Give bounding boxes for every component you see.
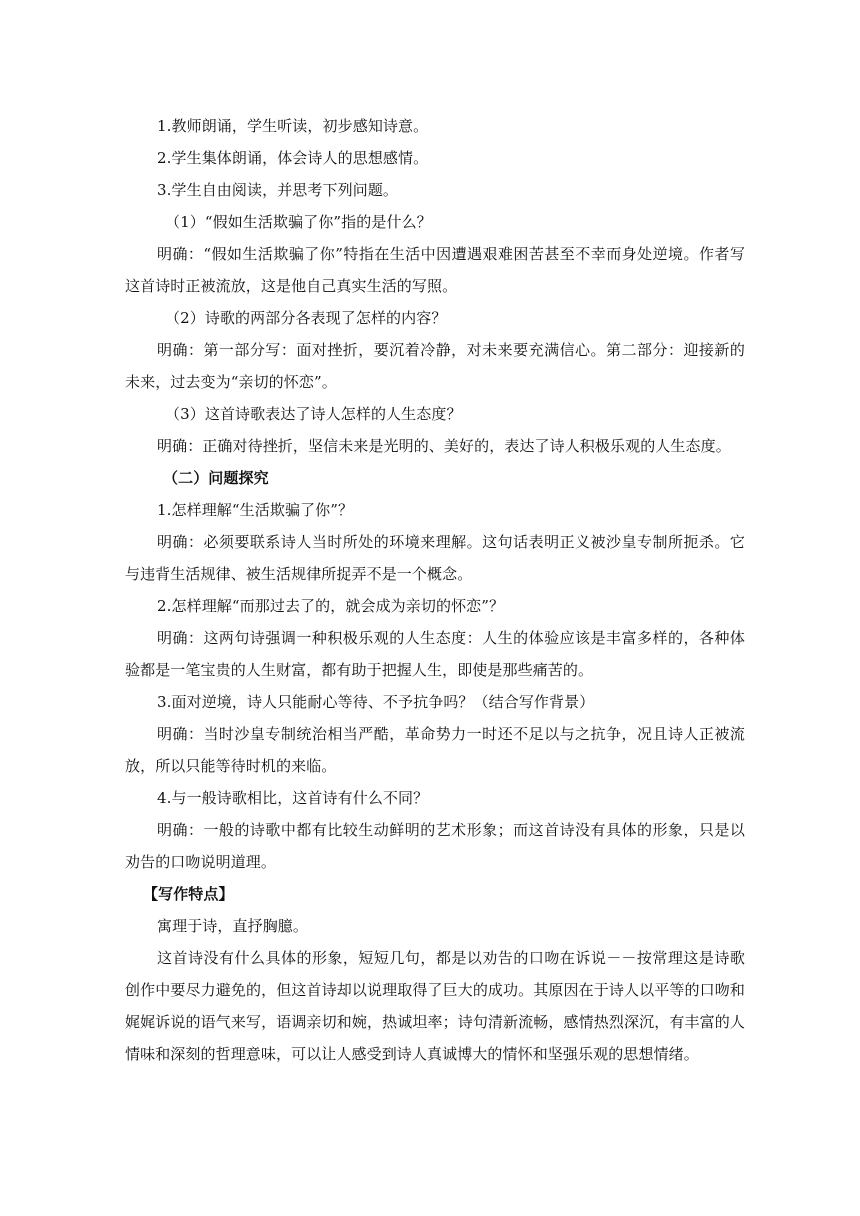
inquiry-question-1: 1.怎样理解“生活欺骗了你”？ (157, 501, 354, 519)
inquiry-question-2: 2.怎样理解“而那过去了的，就会成为亲切的怀恋”？ (157, 597, 505, 615)
inquiry-answer-1: 明确：必须要联系诗人当时所处的环境来理解。这句话表明正义被沙皇专制所扼杀。它与违背生活规律、被生活规律所捉弄不是一个概念。 (125, 533, 745, 583)
inquiry-answer-2: 明确：这两句诗强调一种积极乐观的人生态度：人生的体验应该是丰富多样的，各种体验都是一笔宝贵的人生财富，都有助于把握人生，即使是那些痛苦的。 (125, 629, 745, 679)
inquiry-answer-3: 明确：当时沙皇专制统治相当严酷，革命势力一时还不足以与之抗争，况且诗人正被流放，所以只能等待时机的来临。 (125, 725, 745, 775)
question-3: （3）这首诗歌表达了诗人怎样的人生态度？ (165, 405, 462, 423)
question-1: （1）“假如生活欺骗了你”指的是什么？ (165, 213, 432, 231)
inquiry-question-4: 4.与一般诗歌相比，这首诗有什么不同？ (157, 789, 429, 807)
inquiry-answer-4: 明确：一般的诗歌中都有比较生动鲜明的艺术形象；而这首诗没有具体的形象，只是以劝告的口吻说明道理。 (125, 821, 745, 871)
writing-summary: 寓理于诗，直抒胸臆。 (157, 917, 309, 935)
answer-2: 明确：第一部分写：面对挫折，要沉着冷静，对未来要充满信心。第二部分：迎接新的未来，过去变为“亲切的怀恋”。 (125, 341, 745, 391)
step-2: 2.学生集体朗诵，体会诗人的思想感情。 (157, 149, 429, 167)
document-body (125, 110, 745, 1070)
inquiry-question-3: 3.面对逆境，诗人只能耐心等待、不予抗争吗？（结合写作背景） (157, 693, 595, 711)
answer-3: 明确：正确对待挫折，坚信未来是光明的、美好的，表达了诗人积极乐观的人生态度。 (157, 437, 731, 455)
section-heading-writing: 【写作特点】 (143, 885, 234, 903)
question-2: （2）诗歌的两部分各表现了怎样的内容？ (165, 309, 447, 327)
step-3: 3.学生自由阅读，并思考下列问题。 (157, 181, 399, 199)
section-heading-inquiry: （二）问题探究 (163, 469, 269, 487)
step-1: 1.教师朗诵，学生听读，初步感知诗意。 (157, 117, 429, 135)
answer-1: 明确：“假如生活欺骗了你”特指在生活中因遭遇艰难困苦甚至不幸而身处逆境。作者写这首诗时正被流放，这是他自己真实生活的写照。 (125, 245, 745, 295)
writing-paragraph: 这首诗没有什么具体的形象，短短几句，都是以劝告的口吻在诉说－－按常理这是诗歌创作中要尽力避免的，但这首诗却以说理取得了巨大的成功。其原因在于诗人以平等的口吻和娓娓诉说的语气来写，语调亲切和婉，热诚坦率；诗句清新流畅，感情热烈深沉，有丰富的人情味和深刻的哲理意味，可以让人感受到诗人真诚博大的情怀和坚强乐观的思想情绪。 (125, 949, 745, 1063)
